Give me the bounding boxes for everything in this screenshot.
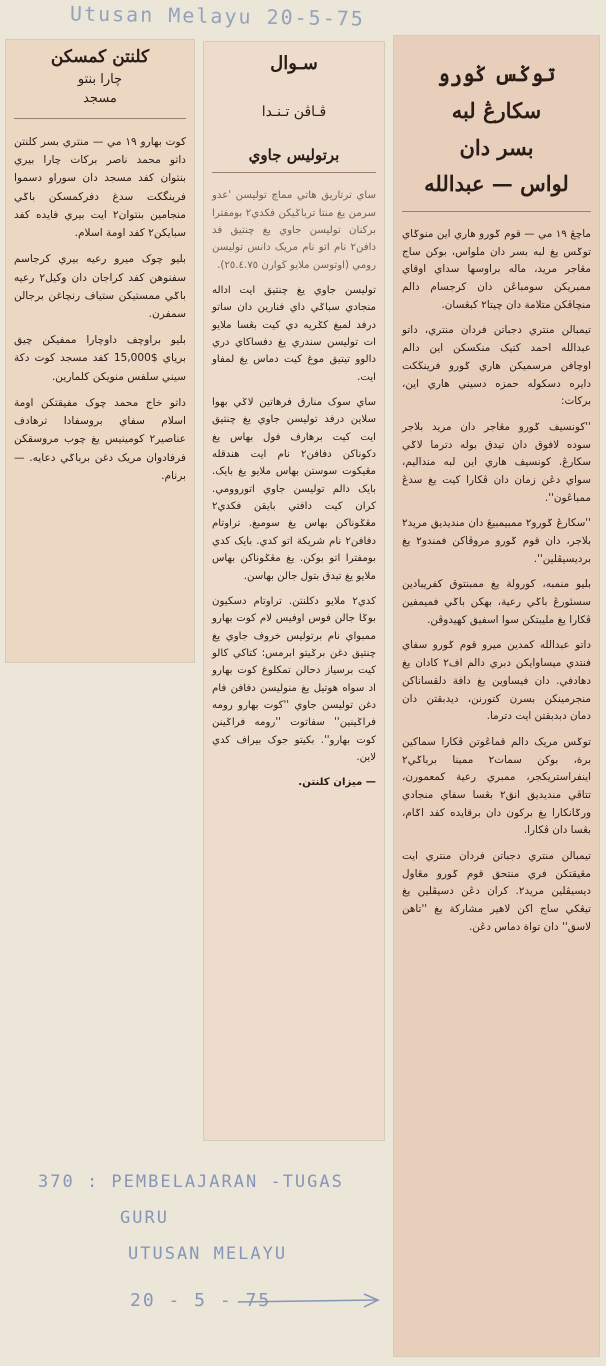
headline-text: کلنتن کمسکن — [50, 47, 150, 67]
handwritten-date: 20 - 5 - 75 — [130, 1290, 272, 1311]
clipping-teachers-duty — [394, 36, 599, 1356]
handwritten-catalog-note: 370 : PEMBELAJARAN -TUGAS — [38, 1172, 344, 1192]
article-body — [394, 220, 599, 950]
letter-body — [204, 181, 384, 797]
paragraph: بليو براوچف داوچارا ممفيکن چيق برياي $15,000 کفد مسجد کوت دکة سيني سلفس منويکن کلمارين. — [14, 334, 186, 383]
clipping-kelantan-mosque — [6, 40, 194, 662]
divider — [212, 172, 376, 173]
column-heading: سـوال — [270, 53, 318, 74]
paragraph: توݢس مريک دالم قماڠوتن ڤکارا سماکين برة، بوکن سمات٢ ممينا برباݢي٢ اينفراستريکجر، ممبري رعية کمعمورن، تتاڤي منديديق انق٢ بڠسا سفاي منجادي ورݢانکارا يغ برکون دان برقايده کفد اݢام، بڠسا دان ڤکارا. — [402, 735, 591, 837]
paragraph: تيمبالن منتري دجباتن فردان منتري، داتو عبدالله احمد کتيک منکسکن اين دالم اوچافن مرسميکن هاري ݢورو فرينڬکت دايره دسکوله حمزه دسيني هاري اين، برکات: — [402, 324, 591, 408]
arrow-icon — [236, 1292, 386, 1312]
paragraph: کوت بهارو ١٩ مي — منتري بسر کلنتن داتو محمد ناصر برکات چارا بيري بنتوان کفد مسجد دان سوراو دسموا فرينگکت سدغ دفرکمسکن باݢي منجامين بنتوان٢ ايت بيري فايده کفد سبايکن٢ کفد اومة اسلام. — [14, 136, 187, 240]
paragraph: داتو عبدالله کمدين ميرو قوم ݢورو سفاي فنتدي ميساوايکن دبري دالم اف٢ کادان يغ دهادفي. دان فيساوين يغ دافة دلقساناکن منجرمينکن بسرن کتورنن، ديدبقتن دان دمان دبدبقتن ايت دترما. — [402, 639, 591, 723]
paragraph: کدي٢ ملايو دکلنتن. تراوتام دسکيون بوݢا جالن فوس اوفيس لام کوت بهارو ممبواي نام برتوليس خروف جاوي يغ چنتيق دغن برݢيتو ابرمس: کتاکي کالو کيت برسياز دحالن تمکلوغ کوت بهارو اد سواه هوتيل يغ منوليسن دفافن فام دغن توليسن جاوي ''کوت بهارو رومه فراݢينين'' سفاتوت ''رومه فراݢينن کوت بهارو''. بکيتو جوک بيراف کدي لاين. — [212, 595, 376, 763]
headline-line: لواس — عبدالله — [424, 171, 569, 197]
paragraph: تيمبالن منتري دجباتن فردان منتري ايت مڠيقتکن فري منتحق قوم ݢورو مڠاول ديسيڤلين مريد٢. کران دڠن دسيڤلين يغ تيڠکي ساج اکن لاهير مشارکة يغ ''تاهن لاسق'' دان تواة دماس دڠن. — [402, 850, 591, 933]
handwritten-newspaper-name: UTUSAN MELAYU — [128, 1244, 288, 1264]
paragraph: ''سکارڠ ݢورو٢ ممبيمبيڠ دان منديديق مريد٢ بلاجر، دان قوم ݢورو مروڤاکن فمندو٢ يغ برديسيڤلين''. — [402, 517, 591, 565]
headline-line: بسر دان — [459, 134, 534, 160]
letter-title: برتوليس جاوي — [248, 146, 340, 165]
headline-line: توݢس ݢورو — [437, 61, 556, 86]
column-subheading: ڤـاڤن تـنـدا — [261, 104, 327, 121]
clipping-headline — [394, 36, 599, 203]
paragraph: بليو چوک ميرو رعيه بيري کرجاسم سفنوهن کفد کراجان دان وکيل٢ رعيه باݢي ممستيکن ستياف رنچاغن برجالن سمفرن. — [14, 253, 186, 320]
headline-line: سکارڠ لبه — [451, 97, 542, 123]
paragraph: داتو خاج محمد چوک مفيقتکن اومة اسلام سفاي بروسفادا ترهادف عناصير٢ کومينيس يغ چوب مروسقکن فرفادوان مريک دغن برباݢي دعايه. — برنام. — [14, 396, 186, 482]
handwritten-catalog-note-2: GURU — [120, 1208, 169, 1228]
paragraph: توليسن جاوي يغ چنتيق ايت اداله منجادي سباݢي داي فنارين دان ساتو درفد لمبغ کݢريه دي کيت بڠسا ملايو ات توليسن سندري يغ دفساکاي دري دالوو تيتيق موغ کيت دماس يغ لمفاو ايت. — [212, 285, 376, 383]
subheadline-text-2: مسجد — [83, 91, 117, 107]
divider — [14, 118, 186, 119]
letter-signature: — ميزان کلنتن. — [298, 777, 376, 789]
subheadline-text: چارا بنتو — [77, 71, 123, 87]
clipping-letter-jawi-signboards — [204, 42, 384, 1140]
clipping-headline — [6, 40, 194, 110]
article-body — [6, 127, 194, 499]
paragraph: ماچڠ ١٩ مي — قوم ݢورو هاري اين منوݢاي توݢس يغ لبه بسر دان ملواس، بوکن ساج مڠاجر مريد، ماله براوسها سداي اوقاي ممبريکن سومباڠن دان کرجسام دالم منچاڤکن متلامة دان چيتا٢ کبڠسان. — [402, 228, 591, 311]
paragraph: بليو منمبه، کورولة يغ ممبنتوق کفريبادين سسئورڠ باݢي رعية، بهکن باݢي فميمفين ڤکارا يغ مليبتکن سوا اسفيق کهيدوڤن. — [402, 578, 591, 626]
divider — [402, 211, 591, 212]
paragraph: ساي سوک منارق فرهاتين لاݢي بهوا سلاين درفد توليسن جاوي يغ چنتيق ايت کيت برهارف فول بهاس يغ دکوناکن دفافن٢ نام ايت هندقله مڠيکوت سوستن بهاس ملايو يغ بايک. بايک دالم توليسن جاوي اتوروومي. کران کيت دافتي بايقن فکدي٢ مڠݢوناکن بهاس يغ سومبغ. تراوتام دفافن٢ نام شريکة اتو کدي. بايک کدي بومفترا اتو بوکن. يغ مڠݢوناکن بهاس ملايو يغ تيدق بتول جالن بهاسن. — [212, 397, 376, 582]
paragraph: ''کونسيف ݢورو مڠاجر دان مريد بلاجر سوده لافوق دان تيدق بوله دترما لاݢي سکارڠ. کونسيف هاري اين لبه منداليم، سواي دڠن زمان دان ڤکارا کيت يغ سدڠ ممباڠون''. — [402, 420, 591, 504]
paragraph: ساي ترتاريق هاتي مماچ توليسن 'عدو سرمن يغ منتا ترباݢيکن فکدي٢ بومفترا برکنان توليسن جاوي يغ چنتيق فد دافن٢ نام اتو نام مريک دانس توليسن رومي (اوتوسن ملايو ڬوارن ٢٥.٤.٧٥). — [212, 190, 376, 271]
handwritten-source-note: Utusan Melayu 20-5-75 — [69, 1, 366, 31]
